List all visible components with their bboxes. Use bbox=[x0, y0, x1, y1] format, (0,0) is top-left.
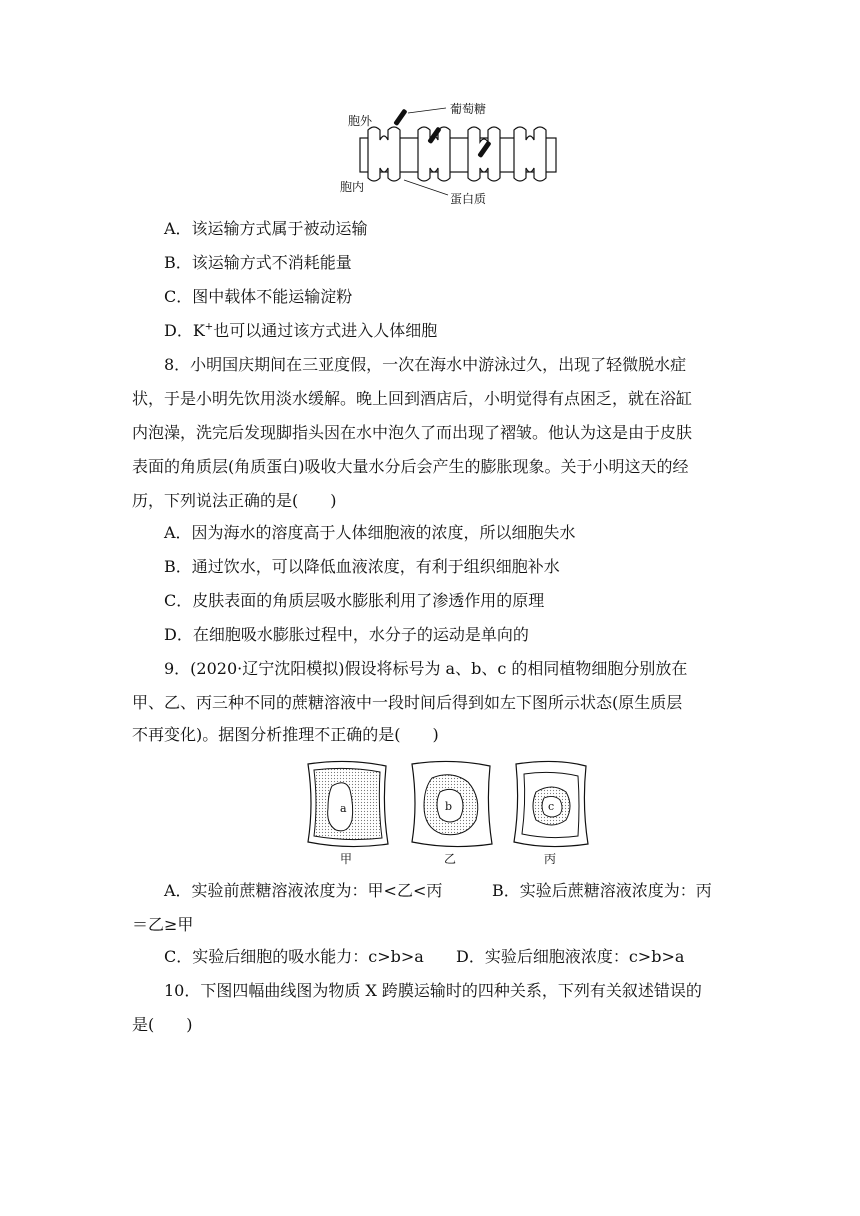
cell-c-caption: 丙 bbox=[544, 852, 557, 866]
q8-line-4: 表面的角质层(角质蛋白)吸收大量水分后会产生的膨胀现象。关于小明这天的经 bbox=[132, 457, 689, 476]
q9-line-2: 甲、乙、丙三种不同的蔗糖溶液中一段时间后得到如左下图所示状态(原生质层 bbox=[132, 693, 683, 712]
q8-option-d: D．在细胞吸水膨胀过程中，水分子的运动是单向的 bbox=[164, 625, 529, 644]
label-outside: 胞外 bbox=[348, 114, 373, 128]
cell-a bbox=[308, 761, 388, 846]
q7-option-d: D．K+也可以通过该方式进入人体细胞 bbox=[164, 321, 438, 340]
q9-option-c: C．实验后细胞的吸水能力：c>b>a bbox=[164, 947, 424, 966]
cell-a-label: a bbox=[340, 802, 347, 815]
q8-line-1: 8．小明国庆期间在三亚度假，一次在海水中游泳过久，出现了轻微脱水症 bbox=[164, 355, 687, 374]
q7-option-c: C．图中载体不能运输淀粉 bbox=[164, 287, 353, 306]
cell-c-label: c bbox=[548, 800, 555, 813]
q8-line-3: 内泡澡，洗完后发现脚指头因在水中泡久了而出现了褶皱。他认为这是由于皮肤 bbox=[132, 423, 693, 442]
label-inside: 胞内 bbox=[340, 180, 365, 194]
q8-line-5: 历，下列说法正确的是( ) bbox=[132, 491, 337, 510]
cell-b-caption: 乙 bbox=[444, 852, 457, 866]
q9-option-b-cont: ＝乙≥甲 bbox=[132, 915, 194, 934]
q9-line-3: 不再变化)。据图分析推理不正确的是( ) bbox=[132, 725, 439, 744]
q9-option-b: B．实验后蔗糖溶液浓度为：丙 bbox=[492, 881, 712, 900]
q9-line-1: 9．(2020·辽宁沈阳模拟)假设将标号为 a、b、c 的相同植物细胞分别放在 bbox=[164, 659, 688, 678]
label-protein: 蛋白质 bbox=[450, 192, 487, 206]
q8-option-c: C．皮肤表面的角质层吸水膨胀利用了渗透作用的原理 bbox=[164, 591, 545, 610]
label-glucose: 葡萄糖 bbox=[450, 102, 487, 116]
q9-option-d: D．实验后细胞液浓度：c>b>a bbox=[456, 947, 685, 966]
q8-line-2: 状，于是小明先饮用淡水缓解。晚上回到酒店后，小明觉得有点困乏，就在浴缸 bbox=[132, 389, 693, 408]
q7-option-b: B．该运输方式不消耗能量 bbox=[164, 253, 352, 272]
q10-line-2: 是( ) bbox=[132, 1015, 193, 1034]
plant-cells-figure bbox=[300, 756, 590, 868]
q10-line-1: 10．下图四幅曲线图为物质 X 跨膜运输时的四种关系，下列有关叙述错误的 bbox=[164, 981, 702, 1000]
q8-option-a: A．因为海水的溶度高于人体细胞液的浓度，所以细胞失水 bbox=[164, 523, 576, 542]
cell-b-label: b bbox=[445, 800, 453, 813]
q8-option-b: B．通过饮水，可以降低血液浓度，有利于组织细胞补水 bbox=[164, 557, 560, 576]
membrane-figure bbox=[330, 100, 570, 210]
q7-option-a: A．该运输方式属于被动运输 bbox=[164, 219, 368, 238]
q9-option-a: A．实验前蔗糖溶液浓度为：甲<乙<丙 bbox=[164, 881, 443, 900]
cell-a-caption: 甲 bbox=[340, 852, 353, 866]
